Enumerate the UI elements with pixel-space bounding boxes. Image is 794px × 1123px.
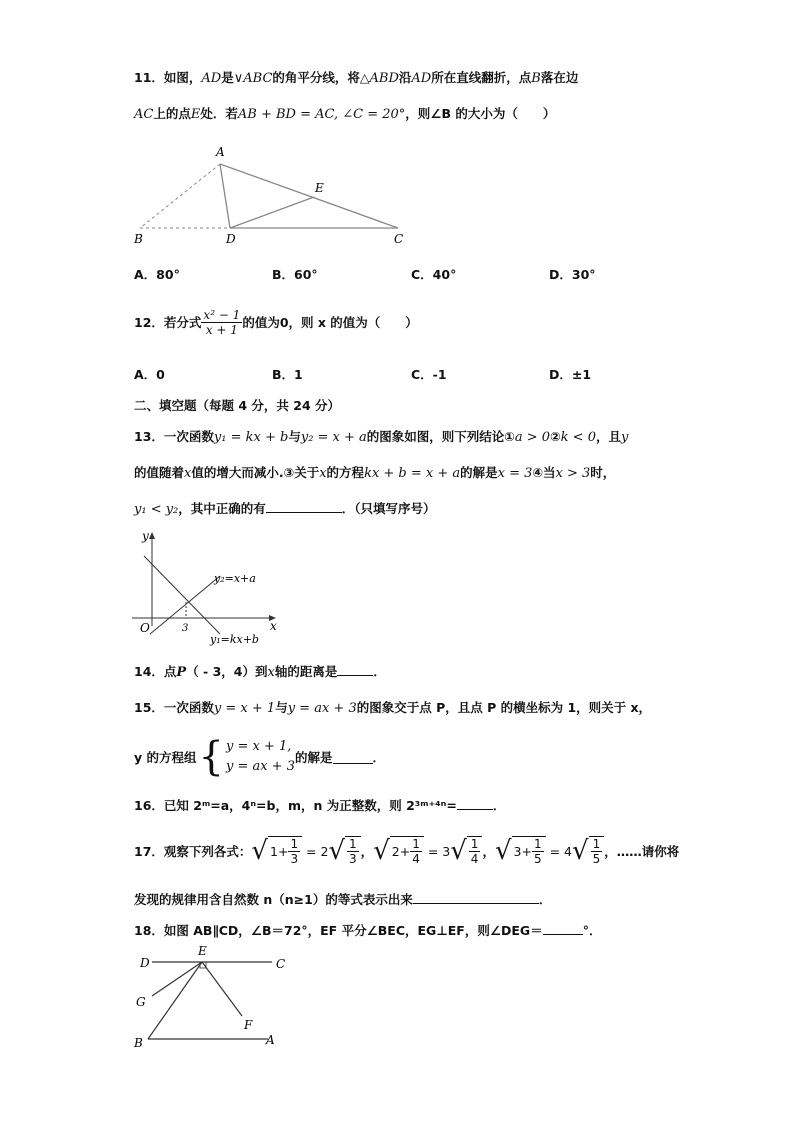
q11-option-d[interactable]: D．30°: [549, 267, 596, 282]
q14-text: （ - 3，4）到: [186, 664, 268, 679]
equation-2: y = ax + 3: [225, 759, 295, 774]
segment-de: [230, 197, 314, 228]
q13-text: ，其中正确的有: [178, 501, 266, 516]
q11-text: 沿: [398, 70, 412, 85]
q15-text: y 的方程组: [134, 750, 197, 765]
fraction-numerator: x² − 1: [203, 307, 241, 322]
q13-text: ．（只填写序号）: [341, 501, 436, 516]
fraction-numerator: 1: [349, 837, 357, 851]
label-f: F: [244, 1018, 253, 1032]
q12-option-d[interactable]: D．±1: [549, 367, 592, 382]
q11-text: 所在直线翻折，点: [431, 70, 532, 85]
label-y: y: [142, 529, 149, 543]
q17-line1: [134, 830, 679, 872]
q11-math: ∨ABC: [233, 71, 273, 86]
q13-math: a > 0: [514, 430, 551, 445]
label-d: D: [226, 232, 236, 246]
q11-math: AB + BD = AC, ∠C = 20°: [237, 107, 406, 122]
fraction-denominator: 3: [290, 852, 299, 866]
q15-text: 一次函数: [163, 700, 214, 715]
q17-expression-1: √ 1 + $\frac{1}{3}$ = 2 √ $\frac{1}{3}$: [251, 836, 360, 866]
q14-math: x: [267, 665, 275, 680]
q16-number: 16．: [134, 798, 164, 813]
q13-math: y₁ = kx + b: [213, 430, 289, 445]
q15-number: 15．: [134, 700, 164, 715]
q14-answer-blank[interactable]: [337, 663, 373, 676]
q17-text: 观察下列各式：: [163, 844, 252, 859]
q16-text: ．: [492, 798, 506, 813]
q11-math: E: [190, 107, 201, 122]
q11-math: AC: [134, 107, 154, 122]
q15-text: ．: [372, 750, 386, 765]
section-heading: 二、填空题（每题 4 分，共 24 分）: [134, 398, 341, 413]
q17-expression-3: √ 3 + $\frac{1}{5}$ = 4 √ $\frac{1}{5}$: [495, 836, 604, 866]
q17-line2: [134, 890, 551, 908]
q11-math: ABD: [369, 71, 399, 86]
q13-graph-figure: [128, 528, 288, 648]
q13-math: x > 3: [555, 466, 591, 481]
radicand: 2 + $\frac{1}{4}$: [390, 836, 424, 866]
q12-text: 若分式: [163, 315, 202, 330]
q18-text: °．: [582, 923, 602, 938]
q11-text: 处．若: [200, 106, 238, 121]
fraction-numerator: 1: [412, 837, 420, 851]
q14-text: 轴的距离是: [274, 664, 338, 679]
coefficient: 2: [320, 843, 329, 859]
q14-text: 点: [163, 664, 177, 679]
sqrt-icon: √: [328, 836, 346, 866]
q12-line: [134, 302, 418, 342]
radicand-int: 1: [270, 844, 278, 859]
brace-icon: {: [198, 734, 224, 780]
fraction-numerator: 1: [470, 837, 479, 851]
label-x: x: [270, 619, 277, 633]
sqrt-icon: √: [494, 836, 512, 866]
q17-text: 发现的规律用含自然数 n（n≥1）的等式表示出来: [134, 892, 413, 907]
q13-text: ，且: [595, 429, 621, 444]
q13-math: k < 0: [560, 430, 596, 445]
q13-text: 的值随着: [134, 465, 185, 480]
label-b: B: [134, 232, 143, 246]
q13-text: ④当: [532, 465, 556, 480]
segment-eg: [152, 962, 202, 996]
q18-parallel-lines-figure: [130, 944, 290, 1054]
q11-text: ，则∠B 的大小为（ ）: [405, 106, 556, 121]
label-e: E: [198, 944, 207, 958]
q11-text: 落在边: [540, 70, 579, 85]
radicand: [345, 836, 361, 866]
label-c: C: [276, 957, 286, 971]
separator: ，: [360, 844, 374, 859]
sqrt-icon: √: [251, 836, 268, 866]
fraction-numerator: 1: [533, 837, 542, 851]
fraction-denominator: x + 1: [205, 322, 238, 337]
q18-number: 18．: [134, 923, 164, 938]
q13-math: y₂ = x + a: [300, 430, 367, 445]
radicand: [467, 836, 483, 866]
q12-option-c[interactable]: C．-1: [411, 367, 447, 382]
q13-text: 时，: [590, 465, 616, 480]
q17-number: 17．: [134, 844, 164, 859]
q17-answer-blank[interactable]: [413, 891, 539, 904]
y-axis-arrow: [149, 532, 155, 539]
fraction-denominator: 3: [349, 852, 357, 866]
q11-line2: [134, 104, 555, 122]
radicand: 1 + $\frac{1}{3}$: [268, 836, 302, 866]
label-three: 3: [182, 623, 189, 634]
coefficient: 4: [564, 843, 572, 859]
q14-line: [134, 662, 386, 680]
q13-line2: [134, 463, 615, 481]
q13-math: x: [184, 466, 192, 481]
q15-math: y = ax + 3: [287, 701, 357, 716]
q11-math: B: [531, 71, 541, 86]
q13-answer-blank[interactable]: [266, 500, 342, 513]
label-y2: y₂=x+a: [214, 572, 256, 585]
separator: ，: [482, 844, 495, 859]
q11-line1: [134, 68, 578, 86]
q18-line: [134, 921, 601, 939]
equation-1: y = x + 1,: [225, 739, 292, 754]
q11-option-c[interactable]: C．40°: [411, 267, 457, 282]
fraction-denominator: 4: [470, 852, 479, 866]
label-a: A: [216, 145, 225, 159]
q13-text: 的方程: [326, 465, 365, 480]
q13-math: y: [621, 430, 629, 445]
q13-text: ②: [550, 429, 561, 444]
radicand-int: 2: [391, 844, 400, 859]
label-b: B: [134, 1036, 143, 1050]
q17-text: ，……请你将: [604, 844, 680, 859]
q11-math: AD: [411, 71, 432, 86]
label-e: E: [315, 181, 324, 195]
q13-text: 一次函数: [163, 429, 214, 444]
label-c: C: [394, 232, 404, 246]
q15-line2: [134, 734, 385, 780]
q15-answer-blank[interactable]: [333, 751, 373, 764]
q14-text: ．: [373, 664, 386, 679]
q11-option-b[interactable]: B．60°: [272, 267, 318, 282]
label-g: G: [136, 995, 146, 1009]
radicand: 3 + $\frac{1}{5}$: [512, 836, 546, 866]
q17-text: ．: [538, 892, 552, 907]
label-origin: O: [140, 621, 150, 635]
segment-eb: [148, 962, 202, 1039]
q15-text: 与: [275, 700, 288, 715]
coefficient: 3: [442, 843, 451, 859]
sqrt-icon: √: [450, 836, 467, 866]
q15-line1: [134, 698, 651, 716]
q16-line: [134, 796, 505, 814]
q11-text: 上的点: [153, 106, 191, 121]
radicand-int: 3: [513, 844, 522, 859]
label-d: D: [140, 956, 150, 970]
q12-number: 12．: [134, 315, 164, 330]
q11-text: 是: [221, 70, 234, 85]
segment-ef: [202, 962, 242, 1016]
q15-text: 的解是: [294, 750, 333, 765]
q13-text: 值的增大而减小.③关于: [191, 465, 320, 480]
fraction-denominator: 5: [592, 852, 601, 866]
label-y1: y₁=kx+b: [210, 633, 259, 646]
fraction-denominator: 4: [412, 852, 420, 866]
segment-ac: [220, 164, 398, 228]
q13-line3: [134, 499, 436, 517]
q15-text: 的图象交于点 P，且点 P 的横坐标为 1，则关于 x，: [356, 700, 652, 715]
q11-math: AD: [201, 71, 222, 86]
q11-option-a[interactable]: A．80°: [134, 267, 180, 282]
q13-text: 的图象如图，则下列结论①: [366, 429, 515, 444]
q11-text: 的角平分线，将△: [272, 70, 370, 85]
q18-text: 如图 AB∥CD，∠B＝72°，EF 平分∠BEC，EG⊥EF，则∠DEG＝: [163, 923, 543, 938]
q15-equation-system: [226, 737, 295, 777]
q12-fraction: [201, 308, 242, 337]
radicand: [589, 836, 605, 866]
q11-triangle-figure: [130, 140, 420, 250]
fraction-numerator: 1: [290, 837, 299, 851]
q13-math: x = 3: [497, 466, 533, 481]
q16-text: 已知 2ᵐ=a，4ⁿ=b，m，n 为正整数，则 2³ᵐ⁺⁴ⁿ=: [163, 798, 457, 813]
q17-expression-2: √ 2 + $\frac{1}{4}$ = 3 √ $\frac{1}{4}$: [373, 836, 482, 866]
q12-option-a[interactable]: A．0: [134, 367, 165, 382]
sqrt-icon: √: [373, 836, 390, 866]
label-a: A: [266, 1033, 275, 1047]
q12-text: 的值为0，则 x 的值为（ ）: [242, 315, 418, 330]
segment-ad: [220, 164, 230, 228]
q13-math: kx + b = x + a: [364, 466, 461, 481]
q16-answer-blank[interactable]: [457, 797, 493, 810]
q14-math: P: [176, 665, 187, 680]
q13-text: 的解是: [460, 465, 498, 480]
q13-number: 13．: [134, 429, 164, 444]
q11-number: 11．: [134, 70, 164, 85]
sqrt-icon: √: [571, 836, 589, 866]
q18-answer-blank[interactable]: [543, 922, 583, 935]
q11-text: 如图，: [163, 70, 202, 85]
q14-number: 14．: [134, 664, 164, 679]
q13-math: y₁ < y₂: [134, 502, 179, 517]
q15-math: y = x + 1: [213, 701, 276, 716]
fraction-numerator: 1: [592, 837, 601, 851]
q12-option-b[interactable]: B．1: [272, 367, 303, 382]
q13-math: x: [319, 466, 327, 481]
fraction-denominator: 5: [533, 852, 542, 866]
q13-line1: [134, 427, 628, 445]
segment-ab: [140, 164, 220, 228]
q13-text: 与: [288, 429, 301, 444]
